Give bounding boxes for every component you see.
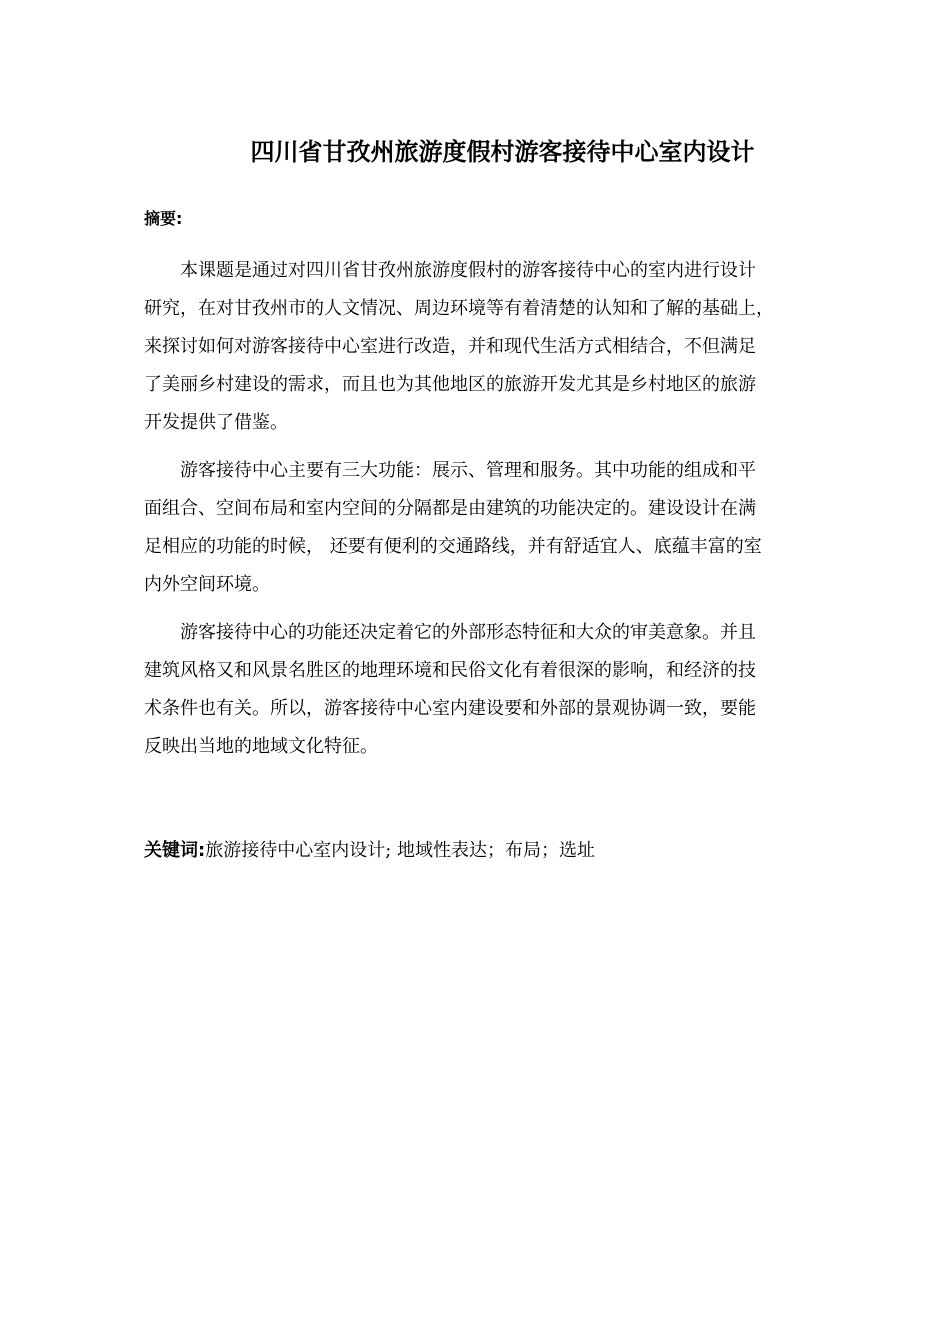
abstract-paragraph-3 bbox=[144, 614, 808, 766]
paragraph-line: 足相应的功能的时候， 还要有便利的交通路线，并有舒适宜人、底蕴丰富的室 bbox=[144, 536, 762, 557]
paragraph-line: 游客接待中心主要有三大功能：展示、管理和服务。其中功能的组成和平 bbox=[180, 460, 756, 481]
paragraph-line: 建筑风格又和风景名胜区的地理环境和民俗文化有着很深的影响，和经济的技 bbox=[144, 660, 756, 681]
abstract-paragraph-1 bbox=[144, 252, 808, 442]
paragraph-line: 了美丽乡村建设的需求，而且也为其他地区的旅游开发尤其是乡村地区的旅游 bbox=[144, 374, 756, 395]
paragraph-line: 来探讨如何对游客接待中心室进行改造，并和现代生活方式相结合，不但满足 bbox=[144, 336, 756, 357]
keywords-text: 旅游接待中心室内设计; 地域性表达；布局；选址 bbox=[205, 840, 595, 861]
abstract-label: 摘要: bbox=[144, 209, 183, 228]
paragraph-line: 术条件也有关。所以，游客接待中心室内建设要和外部的景观协调一致，要能 bbox=[144, 698, 756, 719]
paragraph-line: 本课题是通过对四川省甘孜州旅游度假村的游客接待中心的室内进行设计 bbox=[180, 260, 756, 281]
paragraph-line: 面组合、空间布局和室内空间的分隔都是由建筑的功能决定的。建设设计在满 bbox=[144, 498, 756, 519]
paragraph-line: 开发提供了借鉴。 bbox=[144, 412, 288, 433]
paragraph-line: 内外空间环境。 bbox=[144, 574, 270, 595]
paragraph-line: 反映出当地的地域文化特征。 bbox=[144, 736, 378, 757]
document-title: 四川省甘孜州旅游度假村游客接待中心室内设计 bbox=[250, 138, 755, 166]
paragraph-line: 研究，在对甘孜州市的人文情况、周边环境等有着清楚的认知和了解的基础上， bbox=[144, 298, 774, 319]
keywords-line bbox=[144, 834, 595, 868]
paragraph-line: 游客接待中心的功能还决定着它的外部形态特征和大众的审美意象。并且 bbox=[180, 622, 756, 643]
abstract-paragraph-2 bbox=[144, 452, 808, 604]
keywords-label: 关键词: bbox=[144, 840, 206, 861]
